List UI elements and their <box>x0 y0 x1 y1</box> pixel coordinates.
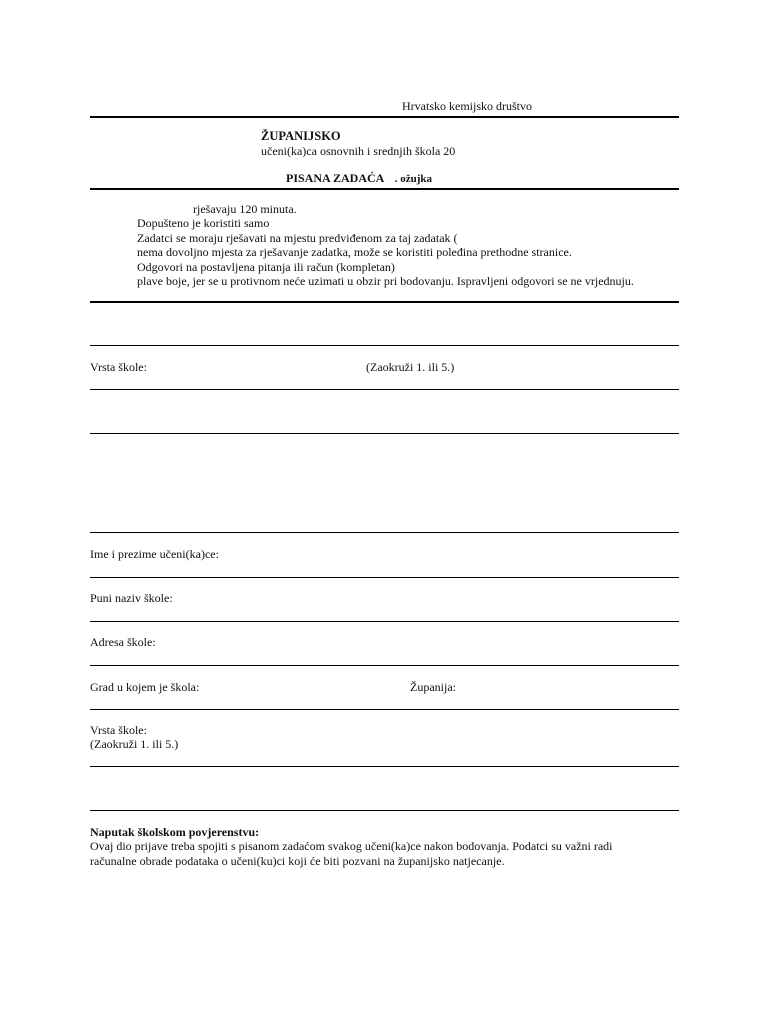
form-line <box>90 665 679 666</box>
exam-title <box>286 171 432 186</box>
instruction-line: Dopušteno je koristiti samo <box>137 216 270 230</box>
form-line <box>90 621 679 622</box>
divider <box>90 188 679 190</box>
form-line <box>90 810 679 811</box>
divider <box>90 301 679 303</box>
school-name-label: Puni naziv škole: <box>90 591 173 605</box>
form-line <box>90 433 679 434</box>
competition-title: ŽUPANIJSKO <box>261 129 341 143</box>
exam-date: . ožujka <box>394 173 432 185</box>
divider <box>90 116 679 118</box>
instructions-block <box>137 216 634 289</box>
school-address-label: Adresa škole: <box>90 635 156 649</box>
form-line <box>90 345 679 346</box>
note-line: Ovaj dio prijave treba spojiti s pisanom zadaćom svakog učeni(ka)ce nakon bodovanja. Podatci su važni radi <box>90 839 613 853</box>
form-line <box>90 709 679 710</box>
form-line <box>90 532 679 533</box>
form-line <box>90 389 679 390</box>
school-type-hint: (Zaokruži 1. ili 5.) <box>90 737 179 751</box>
instruction-line: Odgovori na postavljena pitanja ili račun (kompletan) <box>137 259 395 274</box>
school-type-label: Vrsta škole: <box>90 723 147 737</box>
exam-title-text: PISANA ZADAĆA <box>286 171 384 185</box>
form-line <box>90 766 679 767</box>
note-body <box>90 839 613 868</box>
city-label: Grad u kojem je škola: <box>90 680 200 694</box>
exam-duration: rješavaju 120 minuta. <box>193 202 297 216</box>
student-name-label: Ime i prezime učeni(ka)ce: <box>90 547 219 561</box>
school-type-hint: (Zaokruži 1. ili 5.) <box>366 360 455 374</box>
instruction-line: nema dovoljno mjesta za rješavanje zadatka, može se koristiti poleđina prethodne stranice. <box>137 245 572 259</box>
instruction-line: plave boje, jer se u protivnom neće uzimati u obzir pri bodovanju. Ispravljeni odgovori se ne vrjednuju. <box>137 274 634 288</box>
competition-subtitle: učeni(ka)ca osnovnih i srednjih škola 20 <box>261 144 456 158</box>
instruction-line: Zadatci se moraju rješavati na mjestu predviđenom za taj zadatak ( <box>137 230 458 245</box>
organization-name: Hrvatsko kemijsko društvo <box>402 99 532 113</box>
form-line <box>90 577 679 578</box>
note-line: računalne obrade podataka o učeni(ku)ci koji će biti pozvani na županijsko natjecanje. <box>90 853 505 868</box>
note-heading: Naputak školskom povjerenstvu: <box>90 825 260 839</box>
school-type-label: Vrsta škole: <box>90 360 147 374</box>
county-label: Županija: <box>410 680 456 694</box>
